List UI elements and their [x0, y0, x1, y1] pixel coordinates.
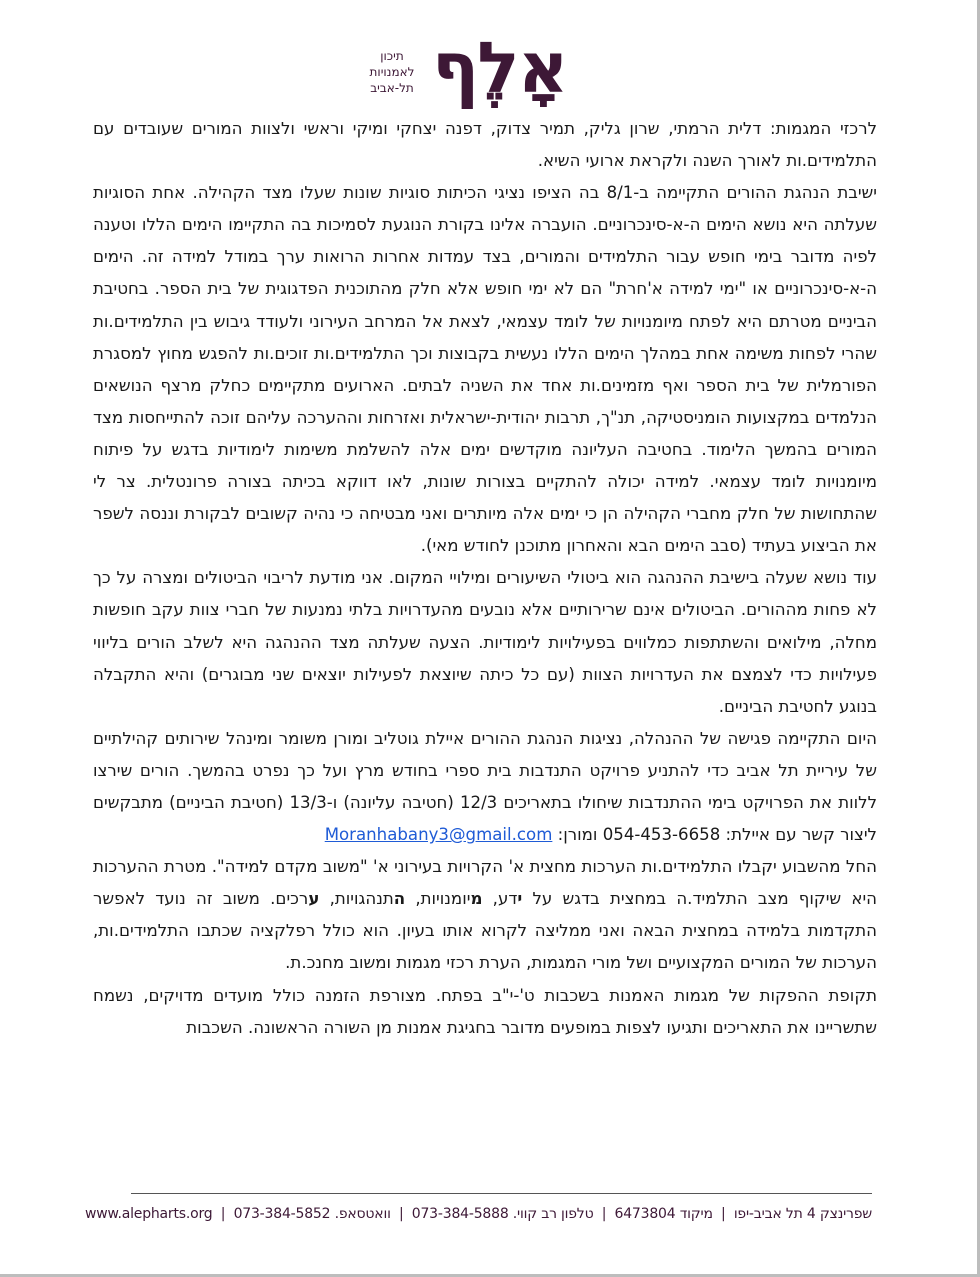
footer-separator: | [721, 1206, 726, 1222]
footer-phone: טלפון רב קווי. 073-384-5888 [411, 1206, 594, 1222]
feedback-text: יומנויות, [405, 889, 471, 909]
bold-letter: ה [393, 889, 406, 909]
footer-divider [131, 1193, 872, 1194]
logo-subtitle-line: תיכון [380, 49, 404, 63]
footer-zip: מיקוד 6473804 [614, 1206, 713, 1222]
paragraph-cancellations: עוד נושא שעלה בישיבת ההנהגה הוא ביטולי השיעורים ומילויי המקום. אני מודעת לריבוי הביטולים ומצרה על כך לא פחות מההורים. הביטולים אינם שרירותיים אלא נובעים מהעדרויות בלתי נמנעות של חברי צוות עקב חופשות מחלה, מילואים והשתתפות כמלווים בפעילויות לימודיות. הצעה שעלתה מצד ההנהגה היא לשלב הורים בליווי פעילויות כדי לצמצם את העדרויות הצוות (עם כל כיתה שיוצאת לפעילות יוצאים שני מבוגרים) והיא התקבלה בנוגע לחטיבת הביניים. [93, 568, 877, 716]
letter-body [93, 113, 877, 1044]
logo-wordmark: אָלֶף [432, 27, 567, 109]
paragraph-art-productions: תקופת ההפקות של מגמות האמנות בשכבות ט'-י"ב בפתח. מצורפת הזמנה כולל מועדים מדויקים, נשמח שתשריינו את התאריכים ותגיעו לצפות במופעים מדובר בחגיגת אמנות מן השורה הראשונה. השכבות [93, 985, 877, 1037]
feedback-text: החל מהשבוע יקבלו התלמידים.ות הערכות מחצית א' הקרויות בעירוני א' "משוב מקדם למידה". מטרת ההערכות היא שיקוף מצב התלמיד.ה במחצית בדגש על [93, 857, 878, 909]
footer-address: שפרינצק 4 תל אביב-יפו [733, 1206, 872, 1222]
footer-contact [85, 1204, 872, 1224]
footer-separator: | [601, 1206, 607, 1222]
footer-whatsapp: וואטסאפ. 073-384-5852 [233, 1206, 391, 1222]
footer-separator: | [398, 1206, 404, 1222]
paragraph-volunteer-project [93, 723, 877, 851]
feedback-text: רכים. משוב זה נועד לאפשר התקדמות בלמידה במחצית הבאה ואני ממליצה לקרוא אותו בעיון. הוא כולל רפלקציה שכתבו התלמידים.ות, הערכות של המורים המקצועיים ושל מורי המגמות, הערת רכזי מגמות ומשוב מחנכ.ת. [93, 889, 877, 973]
footer-separator: | [220, 1206, 226, 1222]
email-link[interactable]: Moranhabany3@gmail.com [324, 825, 553, 845]
bold-letter: מ [470, 889, 483, 909]
logo-subtitle-line: לאמנויות [369, 65, 415, 79]
paragraph-feedback [93, 851, 877, 979]
paragraph-async-days: ישיבת הנהגת ההורים התקיימה ב-8/1 בה הציפו נציגי הכיתות סוגיות שונות שעלו מצד הקהילה. אחת הסוגיות שעלתה היא נושא הימים ה-א-סינכרוניים. הועברה אלינו בקורת הנוגעת לסמיכות בה התקיימו הימים הללו וטענה לפיה מדובר בימי חופש עבור התלמידים והמורים, בצד עמדות אחרות הרואות ערך במודל למידה זה. הימים ה-א-סינכרוניים או "ימי למידה א'חרת" הם לא ימי חופש אלא חלק מהתוכנית הפדגוגית של בית הספר. בחטיבת הביניים מטרתם היא לפתח מיומנויות של לומד עצמאי, לצאת אל המרחב העירוני ולעודד גיבוש בין התלמידים.ות שהרי לפחות משימה אחת במהלך הימים הללו נעשית בקבוצות וכך התלמידים.ות זוכים.ות להפגש מחוץ למסגרת הפורמלית של בית הספר ואף מזמינים.ות אחד את השניה לבתים. הארועים מתקיימים כחלק מרצף הנושאים הנלמדים במקצועות הומניסטיקה, תנ"ך, תרבות יהודית-ישראלית ואזרחות וההערכה עליהם זוכה להתייחסות מצד המורים בהמשך הלימוד. בחטיבה העליונה מוקדשים ימים אלה להשלמת משימות לימודיות בדגש על פיתוח מיומנויות לומד עצמאי. למידה יכולה להתקיים בצורות שונות, לאו דווקא בכיתה בצורה פרונטלית. צר לי שהתחושות של חלק מחברי הקהילה הן כי ימים אלה מיותרים ואני מבטיחה כי נהיה קשובים לבקורת וננסה לשפר את הביצוע בעתיד (סבב הימים הבא והאחרון מתוכנן לחודש מאי). [93, 183, 878, 556]
bold-letter: ע [308, 889, 320, 909]
feedback-text: תנהגויות, [319, 889, 394, 909]
logo-subtitle [360, 48, 424, 96]
logo-subtitle-line: תל-אביב [370, 81, 414, 95]
volunteer-text: היום התקיימה פגישה של ההנהלה, נציגות הנהגת ההורים איילת גוטליב ומורן משומר ומינהל שירותים קהילתיים של עיריית תל אביב כדי להתניע פרויקט התנדבות בית ספרי בחודש מרץ ועל כך נפרט בהמשך. הורים שירצו ללוות את הפרויקט בימי ההתנדבות שיחולו בתאריכים 12/3 (חטיבה עליונה) ו-13/3 (חטיבת הביניים) מתבקשים ליצור קשר עם איילת: 054-453-6658 ומורן: [93, 728, 878, 845]
footer-website[interactable]: www.alepharts.org [85, 1206, 213, 1222]
bold-letter: י [517, 889, 523, 909]
feedback-text: דע, [482, 889, 518, 909]
school-logo [360, 27, 590, 109]
paragraph-coordinators-thanks: לרכזי המגמות: דלית הרמתי, שרון גליק, תמיר צדוק, דפנה יצחקי ומיקי וראשי ולצוות המורים שעובדים עם התלמידים.ות לאורך השנה ולקראת ארועי השיא. [93, 119, 877, 171]
